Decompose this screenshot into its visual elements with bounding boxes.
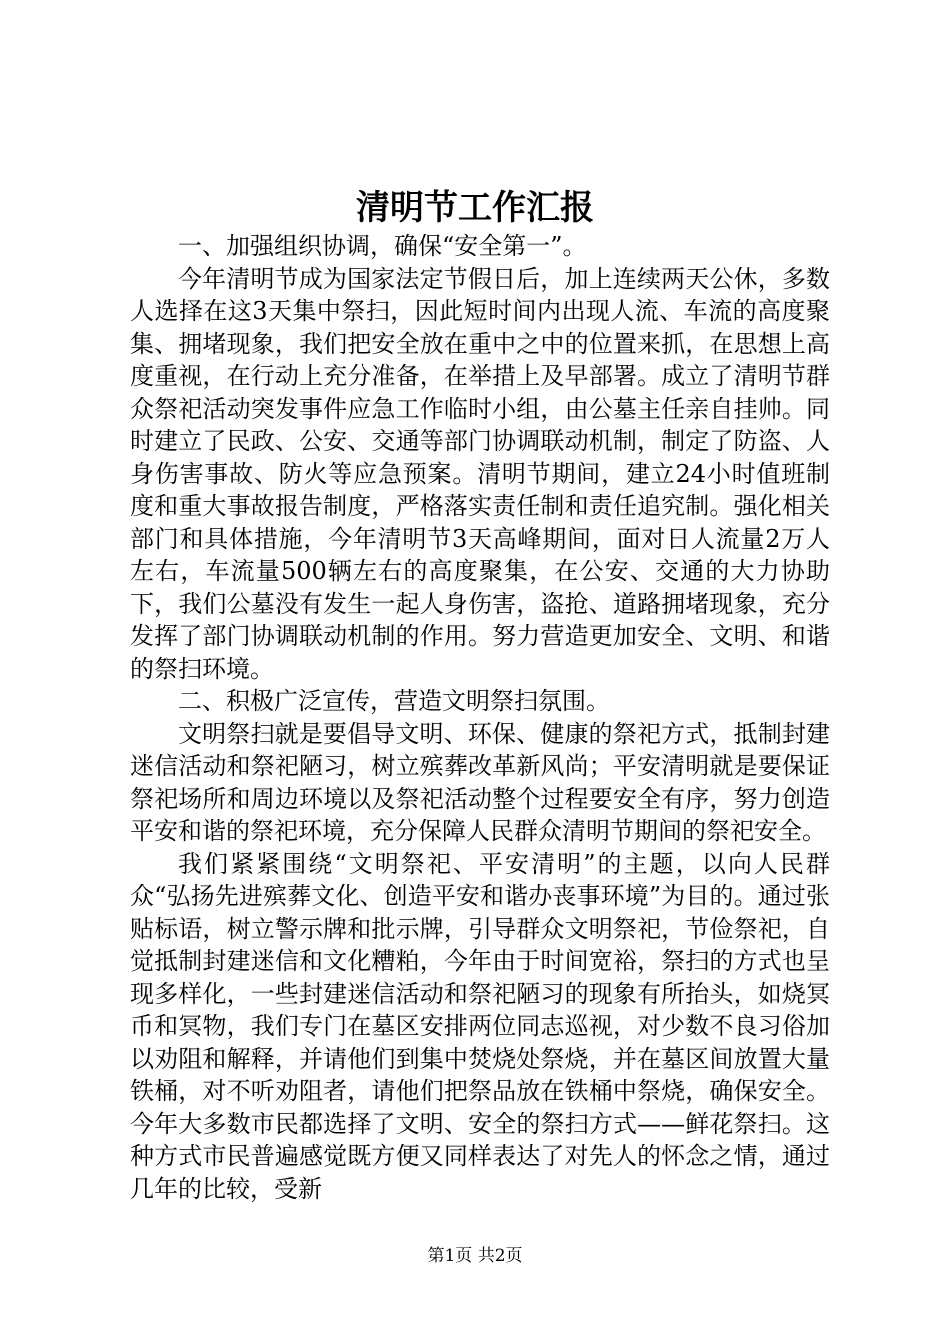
section-heading-2: 二、积极广泛宣传，营造文明祭扫氛围。 <box>178 687 610 715</box>
document-body <box>130 230 830 1205</box>
section-heading-1: 一、加强组织协调，确保“安全第一”。 <box>178 232 587 260</box>
section-2-paragraph-1: 文明祭扫就是要倡导文明、环保、健康的祭祀方式，抵制封建迷信活动和祭祀陋习，树立殡葬改革新风尚；平安清明就是要保证祭祀场所和周边环境以及祭祀活动整个过程要安全有序，努力创造平安和谐的祭祀环境，充分保障人民群众清明节期间的祭祀安全。 <box>130 719 830 845</box>
section-2-paragraph-2: 我们紧紧围绕“文明祭祀、平安清明”的主题，以向人民群众“弘扬先进殡葬文化、创造平安和谐办丧事环境”为目的。通过张贴标语，树立警示牌和批示牌，引导群众文明祭祀，节俭祭祀，自觉抵制封建迷信和文化糟粕，今年由于时间宽裕，祭扫的方式也呈现多样化，一些封建迷信活动和祭祀陋习的现象有所抬头，如烧冥币和冥物，我们专门在墓区安排两位同志巡视，对少数不良习俗加以劝阻和解释，并请他们到集中焚烧处祭烧，并在墓区间放置大量铁桶，对不听劝阻者，请他们把祭品放在铁桶中祭烧，确保安全。今年大多数市民都选择了文明、安全的祭扫方式——鲜花祭扫。这种方式市民普遍感觉既方便又同样表达了对先人的怀念之情，通过几年的比较，受新 <box>130 849 830 1203</box>
document-title: 清明节工作汇报 <box>356 188 594 228</box>
section-1-paragraph-1: 今年清明节成为国家法定节假日后，加上连续两天公休，多数人选择在这3天集中祭扫，因此短时间内出现人流、车流的高度聚集、拥堵现象，我们把安全放在重中之中的位置来抓，在思想上高度重视，在行动上充分准备，在举措上及早部署。成立了清明节群众祭祀活动突发事件应急工作临时小组，由公墓主任亲自挂帅。同时建立了民政、公安、交通等部门协调联动机制，制定了防盗、人身伤害事故、防火等应急预案。清明节期间，建立24小时值班制度和重大事故报告制度，严格落实责任制和责任追究制。强化相关部门和具体措施，今年清明节3天高峰期间，面对日人流量2万人左右，车流量500辆左右的高度聚集，在公安、交通的大力协助下，我们公墓没有发生一起人身伤害，盗抢、道路拥堵现象，充分发挥了部门协调联动机制的作用。努力营造更加安全、文明、和谐的祭扫环境。 <box>130 264 830 683</box>
page-footer: 第1页 共2页 <box>427 1246 523 1266</box>
